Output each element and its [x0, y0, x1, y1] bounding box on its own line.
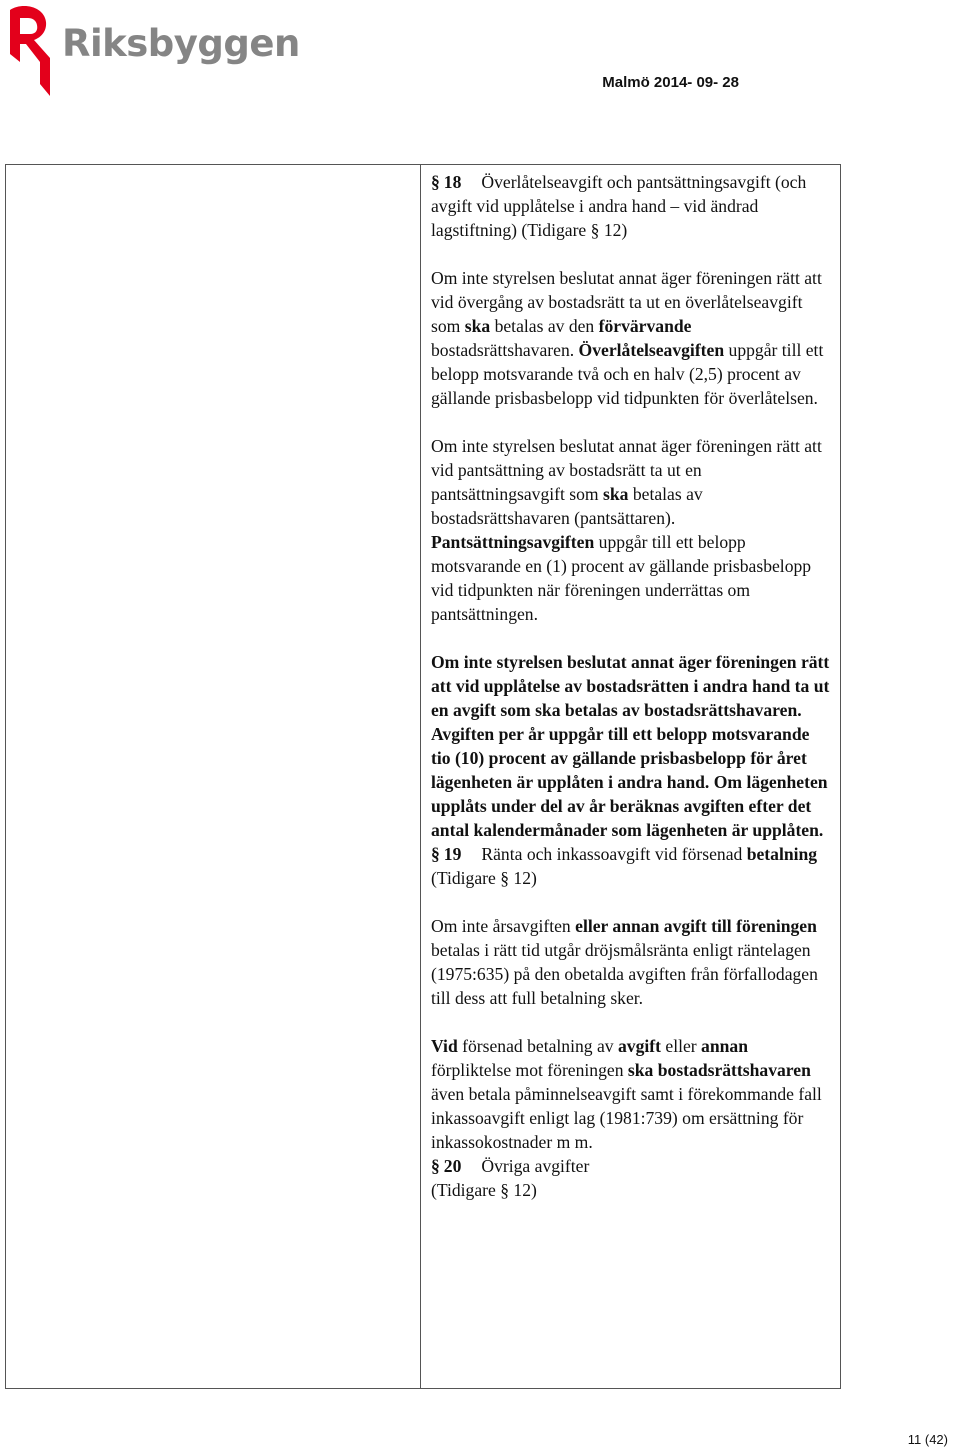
section-19-previous: (Tidigare § 12): [431, 868, 537, 888]
page-number: 11 (42): [907, 1432, 948, 1447]
section-number: 20: [443, 1156, 462, 1176]
section-20-heading: [431, 1154, 831, 1178]
logo-wordmark: Riksbyggen: [62, 22, 300, 65]
section-title: Överlåtelseavgift och pantsättningsavgift (och avgift vid upplåtelse i andra hand – vid ändrad lagstiftning) (Tidigare § 12): [431, 172, 807, 240]
section-18-paragraph-3: Om inte styrelsen beslutat annat äger föreningen rätt att vid upplåtelse av bostadsrätten i andra hand ta ut en avgift som ska betalas av bostadsrättshavaren. Avgiften per år uppgår till ett belopp motsvarande tio (10) procent av gällande prisbasbelopp för året lägenheten är upplåten i andra hand. Om lägenheten upplåts under del av år beräknas avgiften efter det antal kalendermånader som lägenheten är upplåten.: [431, 652, 830, 840]
table-right-column: [431, 170, 831, 1202]
section-18-paragraph-2: Om inte styrelsen beslutat annat äger föreningen rätt att vid pantsättning av bostadsrätt ta ut en pantsättningsavgift som ska betalas av bostadsrättshavaren (pantsättaren). Pantsättningsavgiften uppgår till ett belopp motsvarande en (1) procent av gällande prisbasbelopp vid tidpunkten när föreningen underrättas om pantsättningen.: [431, 436, 822, 624]
section-18-heading: [431, 170, 831, 242]
section-18-paragraph-1: Om inte styrelsen beslutat annat äger föreningen rätt att vid övergång av bostadsrätt ta ut en överlåtelseavgift som ska betalas av den förvärvande bostadsrättshavaren. Överlåtelseavgiften uppgår till ett belopp motsvarande två och en halv (2,5) procent av gällande prisbasbelopp vid tidpunkten för överlåtelsen.: [431, 268, 824, 408]
section-19-paragraph-2: Vid försenad betalning av avgift eller annan förpliktelse mot föreningen ska bostadsrättshavaren även betala påminnelseavgift samt i förekommande fall inkassoavgift enligt lag (1981:739) om ersättning för inkassokostnader m m.: [431, 1036, 822, 1152]
riksbyggen-mark-icon: [4, 4, 64, 100]
section-symbol: §: [431, 172, 440, 192]
section-20-previous: (Tidigare § 12): [431, 1180, 537, 1200]
section-19-heading: [431, 842, 831, 866]
section-19-paragraph-1: Om inte årsavgiften eller annan avgift till föreningen betalas i rätt tid utgår dröjsmålsränta enligt räntelagen (1975:635) på den obetalda avgiften från förfallodagen till dess att full betalning sker.: [431, 916, 818, 1008]
bylaws-table: [5, 164, 841, 1389]
section-title: Ränta och inkassoavgift vid försenad: [481, 844, 747, 864]
table-left-column: [6, 165, 421, 1388]
section-number: 19: [443, 844, 462, 864]
document-date: Malmö 2014- 09- 28: [602, 74, 739, 91]
riksbyggen-logo: [4, 4, 300, 100]
section-symbol: §: [431, 844, 440, 864]
section-number: 18: [443, 172, 462, 192]
section-symbol: §: [431, 1156, 440, 1176]
section-title: Övriga avgifter: [481, 1156, 590, 1176]
section-title-bold: betalning: [746, 844, 818, 864]
